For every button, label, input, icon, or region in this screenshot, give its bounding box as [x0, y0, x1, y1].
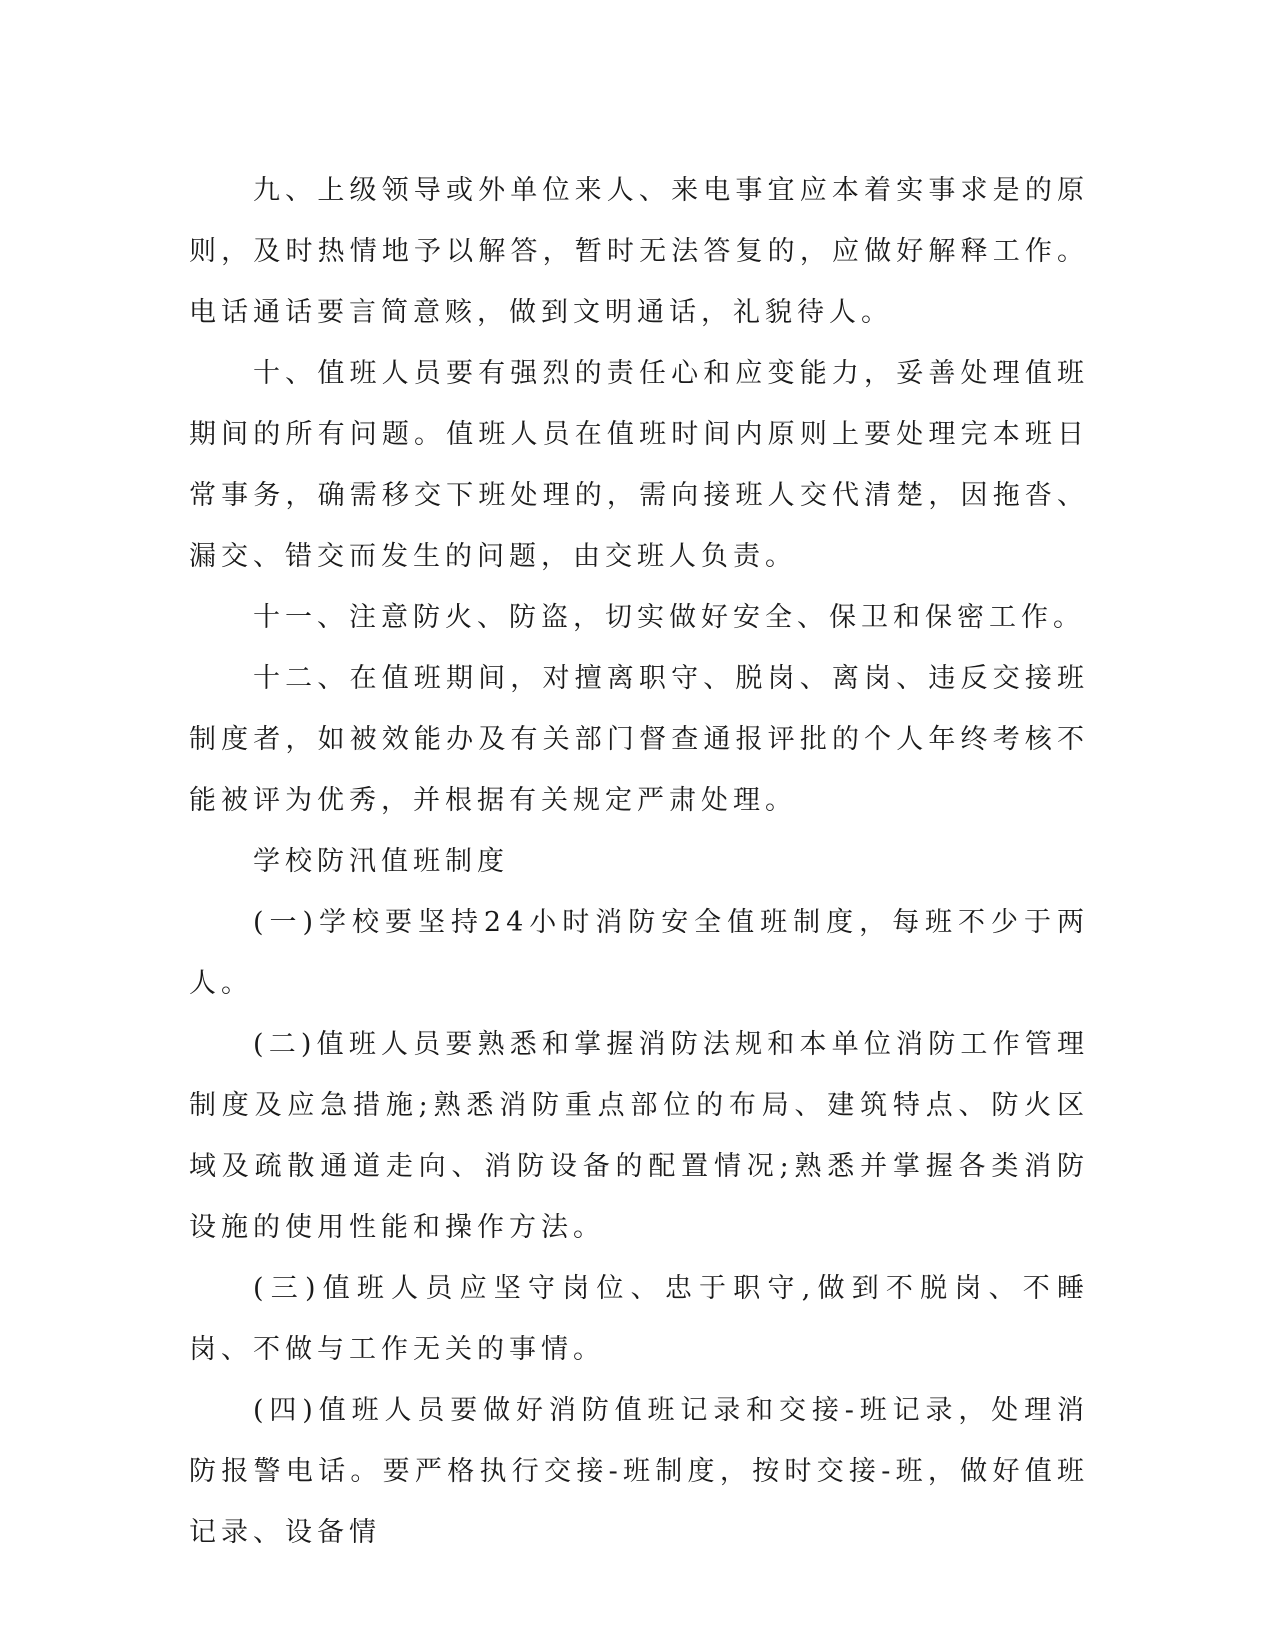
- paragraph-item-4: (四)值班人员要做好消防值班记录和交接-班记录，处理消防报警电话。要严格执行交接-班制度，按时交接-班，做好值班记录、设备情: [189, 1395, 1089, 1548]
- paragraph-11: 十一、注意防火、防盗，切实做好安全、保卫和保密工作。: [253, 602, 1085, 633]
- paragraph-12: 十二、在值班期间，对擅离职守、脱岗、离岗、违反交接班制度者，如被效能办及有关部门督查通报评批的个人年终考核不能被评为优秀，并根据有关规定严肃处理。: [189, 663, 1089, 816]
- paragraph-10: 十、值班人员要有强烈的责任心和应变能力，妥善处理值班期间的所有问题。值班人员在值班时间内原则上要处理完本班日常事务，确需移交下班处理的，需向接班人交代清楚，因拖沓、漏交、错交而发生的问题，由交班人负责。: [189, 358, 1089, 572]
- paragraph-item-1: (一)学校要坚持24小时消防安全值班制度，每班不少于两人。: [189, 907, 1089, 999]
- section-heading: 学校防汛值班制度: [253, 846, 509, 877]
- paragraph-item-2: (二)值班人员要熟悉和掌握消防法规和本单位消防工作管理制度及应急措施;熟悉消防重点部位的布局、建筑特点、防火区域及疏散通道走向、消防设备的配置情况;熟悉并掌握各类消防设施的使用性能和操作方法。: [189, 1029, 1089, 1243]
- document-body: [189, 160, 1089, 1563]
- paragraph-9: 九、上级领导或外单位来人、来电事宜应本着实事求是的原则，及时热情地予以解答，暂时无法答复的，应做好解释工作。电话通话要言简意赅，做到文明通话，礼貌待人。: [189, 175, 1089, 328]
- paragraph-item-3: (三)值班人员应坚守岗位、忠于职守,做到不脱岗、不睡岗、不做与工作无关的事情。: [189, 1273, 1089, 1365]
